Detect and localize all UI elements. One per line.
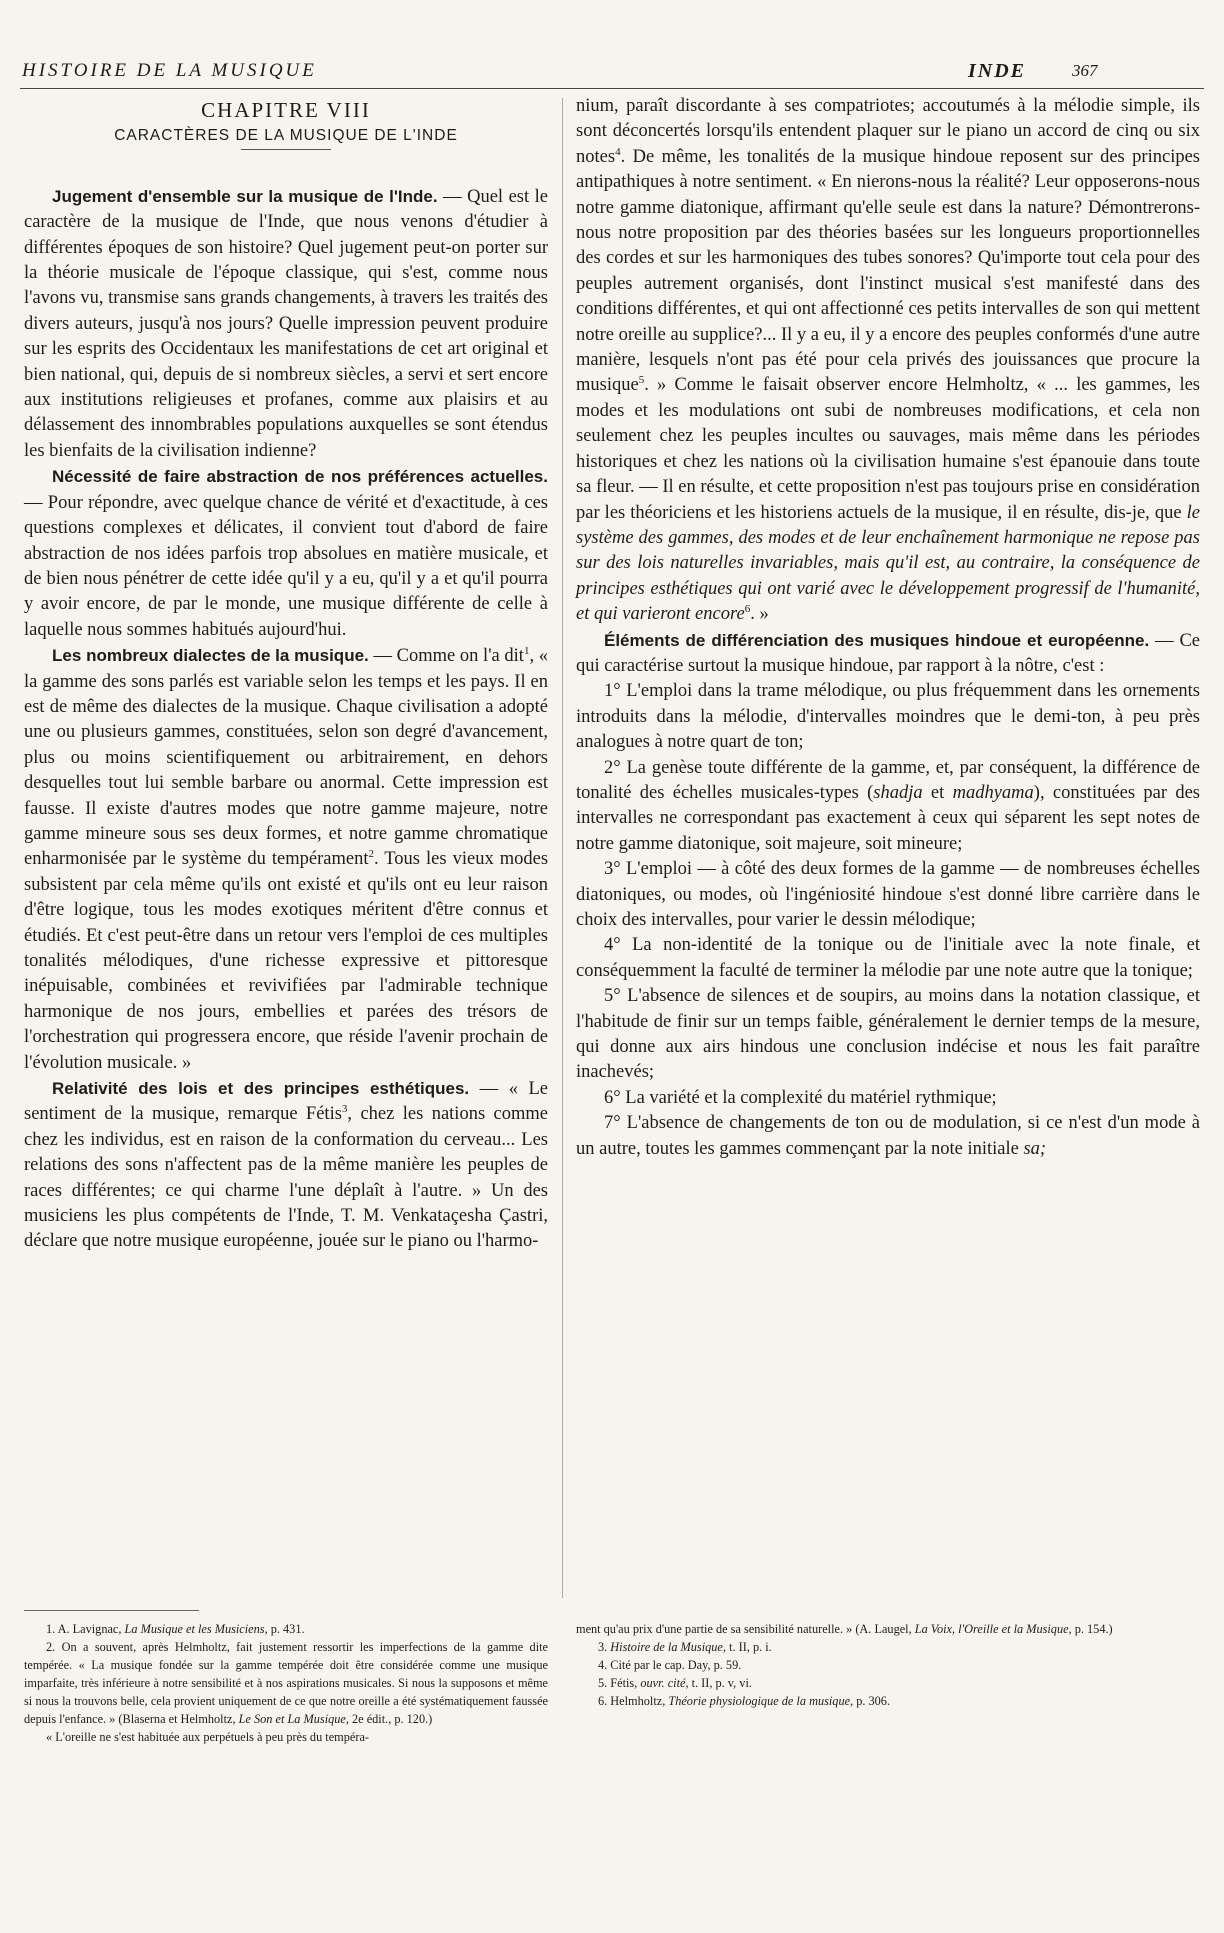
italic-term: sa; bbox=[1023, 1138, 1047, 1159]
footnotes-right bbox=[576, 1620, 1200, 1710]
chapter-separator bbox=[241, 149, 331, 150]
column-divider bbox=[562, 98, 563, 1598]
paragraph-text: . » bbox=[750, 604, 769, 625]
left-column bbox=[24, 98, 548, 1255]
list-item: 6° La variété et la complexité du matériel rythmique; bbox=[604, 1087, 997, 1108]
list-item bbox=[576, 1111, 1200, 1162]
footnote-text: (Blaserna et Helmholtz, bbox=[118, 1712, 239, 1726]
footnote-text: , p. 306. bbox=[850, 1694, 891, 1708]
list-item-text: 7° L'absence de changements de ton ou de modulation, si ce n'est d'un mode à un autre, toutes les gammes commençant par la note initiale bbox=[576, 1113, 1200, 1159]
paragraph-text: . Tous les vieux modes subsistent par cela même qu'ils ont existé et qu'ils ont eu leur raison d'être logique, tous les modes exotiques méritent d'être connus et étudiés. Et c'est peut-être dans un retour vers l'emploi de ces multiples tonalités mélodiques, d'une richesse expressive et pittoresque inépuisable, combinées et revivifiées par l'admirable technique harmonique de nos jours, embellies et parées des trésors de l'orchestration qui progressera encore, que réside l'avenir prochain de l'évolution musicale. » bbox=[24, 849, 549, 1073]
footnote-title: Le Son et La Musique bbox=[238, 1712, 346, 1726]
footnote-text: 3. bbox=[598, 1640, 611, 1654]
paragraph-continued bbox=[576, 94, 1200, 628]
italic-term: shadja bbox=[873, 782, 923, 803]
footnote-rule-left bbox=[24, 1610, 199, 1611]
paragraph-text: . » Comme le faisait observer encore Helmholtz, « ... les gammes, les modes et les modulations ont subi de nombreuses modifications, et cela non seulement chez les peuples incultes ou sauvages, mais même dans les périodes historiques et chez les nations où la civilisation humaine s'est épanouie dans toute sa fleur. — Il en résulte, et cette proposition n'est pas toujours prise en considération par les théoriciens et les historiens actuels de la musique, il en résulte, dis-je, que bbox=[576, 375, 1200, 523]
paragraph-text: , chez les nations comme chez les individus, est en raison de la conformation du cerveau... Les relations des sons n'affectent pas de la même manière les peuples de races différentes; ce qui charme l'une déplaît à l'autre. » Un des musiciens les plus compétents de l'Inde, T. M. Venkataçesha Çastri, déclare que notre musique européenne, jouée sur le piano ou l'harmo- bbox=[24, 1104, 548, 1252]
page-number: 367 bbox=[1072, 61, 1098, 80]
list-item: 3° L'emploi — à côté des deux formes de la gamme — de nombreuses échelles diatoniques, ou modes, où l'ingéniosité hindoue s'est donné libre carrière dans le choix des intervalles, pour varier le dessin mélodique; bbox=[576, 859, 1200, 930]
footnote-text: , 2e édit., p. 120.) bbox=[345, 1712, 433, 1726]
paragraph-necessite bbox=[24, 464, 548, 643]
footnote-text: 5. Fétis, bbox=[598, 1676, 641, 1690]
running-title-right: INDE bbox=[968, 60, 1027, 82]
paragraph-elements bbox=[576, 628, 1200, 680]
section-heading: Les nombreux dialectes de la musique. bbox=[52, 646, 369, 666]
footnote-2-continued: « L'oreille ne s'est habituée aux perpétuels à peu près du tempéra- bbox=[46, 1730, 369, 1744]
footnote-text: 1. A. Lavignac, bbox=[46, 1622, 125, 1636]
footnote-text: 6. Helmholtz, bbox=[598, 1694, 669, 1708]
footnote-text: , p. 154.) bbox=[1068, 1622, 1113, 1636]
italic-quote: le système des gammes, des modes et de leur enchaînement harmonique ne repose pas sur des lois naturelles invariables, mais qu'il est, au contraire, la conséquence de principes esthétiques qui ont varié avec le développement progressif de l'humanité, et qui varieront encore bbox=[576, 502, 1200, 625]
paragraph-text: — « Le sentiment de la musique, remarque Fétis bbox=[24, 1079, 549, 1125]
footnote-1 bbox=[24, 1620, 548, 1638]
paragraph-text: nium, paraît discordante à ses compatriotes; accoutumés à la mélodie simple, ils sont déconcertés lorsqu'ils entendent plaquer sur le piano un accord de cinq ou six notes bbox=[576, 96, 1200, 167]
list-item-text: et bbox=[922, 782, 953, 803]
section-heading: Relativité des lois et des principes esthétiques. bbox=[52, 1079, 470, 1099]
paragraph-text: — Pour répondre, avec quelque chance de vérité et d'exactitude, à ces questions complexes et délicates, il convient tout d'abord de faire abstraction de nos idées parfois trop absolues en matière musicale, et de bien nous pénétrer de cette idée qu'il y a eu, qu'il y a et qu'il pourra y avoir encore, de par le monde, une musique différente de celle à laquelle nous sommes habitués aujourd'hui. bbox=[24, 492, 548, 640]
footnote-text: , p. 431. bbox=[264, 1622, 305, 1636]
paragraph-dialectes bbox=[24, 643, 548, 1076]
list-item: 5° L'absence de silences et de soupirs, au moins dans la notation classique, et l'habitude de finir sur un temps faible, généralement le dernier temps de la mesure, qui donne aux airs hindous une conclusion indécise et nous les fait paraître inachevés; bbox=[576, 986, 1200, 1083]
footnote-3 bbox=[576, 1638, 1200, 1656]
footnote-4: 4. Cité par le cap. Day, p. 59. bbox=[598, 1658, 742, 1672]
right-column bbox=[576, 94, 1200, 1162]
paragraph-text: — Ce qui caractérise surtout la musique hindoue, par rapport à la nôtre, c'est : bbox=[576, 630, 1200, 676]
list-item-text: 2° La genèse toute différente de la gamme, et, par conséquent, la différence de tonalité des échelles musicales-types ( bbox=[576, 757, 1200, 803]
footnote-title: Théorie physiologique de la musique bbox=[668, 1694, 851, 1708]
footnote-ref[interactable]: 4 bbox=[615, 145, 621, 158]
footnote-text: 2. On a souvent, après Helmholtz, fait justement ressortir les imperfections de la gamme dite tempérée. « La musique fondée sur la gamme tempérée doit être considérée comme une musique imparfaite, très inférieure à notre sensibilité et à nos aspirations musicales. Si nous la supposons et même si nous la trouvons belle, cela provient uniquement de ce que notre oreille a été systématiquement faussée depuis l'enfance. » bbox=[24, 1640, 548, 1726]
list-item: 4° La non-identité de la tonique ou de l'initiale avec la note finale, et conséquemment la faculté de terminer la mélodie par une note autre que la tonique; bbox=[576, 935, 1200, 981]
footnote-ref[interactable]: 1 bbox=[523, 644, 530, 657]
footnote-text: ment qu'au prix d'une partie de sa sensibilité naturelle. » (A. Laugel, bbox=[576, 1622, 915, 1636]
footnote-2 bbox=[24, 1638, 548, 1728]
chapter-number: CHAPITRE VIII bbox=[201, 98, 371, 122]
paragraph-text: — Quel est le caractère de la musique de l'Inde, que nous venons d'étudier à différentes époques de son histoire? Quel jugement peut-on porter sur la théorie musicale de l'époque classique, qui s'est, comme nous l'avons vu, transmise sans grands changements, à travers les traités des divers auteurs, jusqu'à nos jours? Quelle impression peuvent produire sur les esprits des Occidentaux les manifestations de cet art original et bien national, qui, depuis de si nombreux siècles, a servi et sert encore aux institutions religieuses et profanes, comme aux plaisirs et au délassement des innombrables populations auxquelles se sont étendus les bienfaits de la civilisation indienne? bbox=[24, 186, 548, 461]
section-heading: Jugement d'ensemble sur la musique de l'Inde. bbox=[52, 186, 438, 206]
header-rule bbox=[20, 88, 1204, 89]
footnote-ref[interactable]: 3 bbox=[341, 1103, 348, 1116]
paragraph-jugement bbox=[24, 184, 548, 464]
footnote-title: La Voix, l'Oreille et la Musique bbox=[914, 1622, 1069, 1636]
footnote-title: ouvr. cité bbox=[640, 1676, 686, 1690]
footnote-5 bbox=[576, 1674, 1200, 1692]
footnote-2-end bbox=[576, 1620, 1200, 1638]
paragraph-text: — Comme on l'a dit bbox=[368, 646, 524, 667]
chapter-title: CARACTÈRES DE LA MUSIQUE DE L'INDE bbox=[114, 127, 458, 145]
footnote-title: Histoire de la Musique bbox=[610, 1640, 723, 1654]
footnote-ref[interactable]: 6 bbox=[744, 602, 751, 615]
paragraph-relativite bbox=[24, 1076, 548, 1255]
footnote-text: , t. II, p. v, vi. bbox=[685, 1676, 752, 1690]
footnote-6 bbox=[576, 1692, 1200, 1710]
italic-term: madhyama bbox=[952, 782, 1034, 803]
paragraph-text: , « la gamme des sons parlés est variable selon les temps et les pays. Il en est de même des dialectes de la musique. Chaque civilisation a adopté une ou plusieurs gammes, constituées, selon son degré d'avancement, plus ou moins scientifiquement ou arbitrairement, en dehors desquelles tout lui semble barbare ou anormal. Cette impression est fausse. Il existe d'autres modes que notre gamme majeure, notre gamme mineure sous ses deux formes, et notre gamme chromatique enharmonisée par le système du tempérament bbox=[24, 646, 549, 870]
list-item bbox=[576, 756, 1200, 858]
footnote-title: La Musique et les Musiciens bbox=[124, 1622, 265, 1636]
footnote-ref[interactable]: 2 bbox=[368, 848, 374, 861]
paragraph-text: . De même, les tonalités de la musique hindoue reposent sur des principes antipathiques à notre sentiment. « En nierons-nous la réalité? Leur opposerons-nous notre gamme diatonique, affirmant qu'elle seule est dans la nature? Démontrerons-nous notre proposition par des théories basées sur les longueurs proportionnelles des cordes et sur les harmoniques des tubes sonores? Qu'importe tout cela pour des peuples autrement organisés, dont l'instinct musical s'est manifesté dans des conditions différentes, et qui ont affectionné ces petits intervalles de son qui mettent notre oreille au supplice?... Il y a eu, il y a encore des peuples conformés d'une autre manière, lesquels n'ont pas été pour cela privés des jouissances que procure la musique bbox=[576, 146, 1200, 396]
list-item-text: ), constituées par des intervalles ne correspondant pas exactement à ceux qui séparent les sept notes de notre gamme diatonique, soit majeure, soit mineure; bbox=[576, 782, 1200, 854]
section-heading: Nécessité de faire abstraction de nos préférences actuelles. bbox=[52, 467, 548, 487]
footnote-ref[interactable]: 5 bbox=[638, 374, 645, 387]
footnote-text: , t. II, p. i. bbox=[722, 1640, 772, 1654]
footnotes-left bbox=[24, 1620, 548, 1746]
running-title-left: HISTOIRE DE LA MUSIQUE bbox=[22, 60, 317, 81]
section-heading: Éléments de différenciation des musiques hindoue et européenne. bbox=[604, 630, 1150, 650]
list-item: 1° L'emploi dans la trame mélodique, ou plus fréquemment dans les ornements introduits dans la mélodie, d'intervalles moindres que le demi-ton, à peu près analogues à notre quart de ton; bbox=[576, 681, 1200, 753]
